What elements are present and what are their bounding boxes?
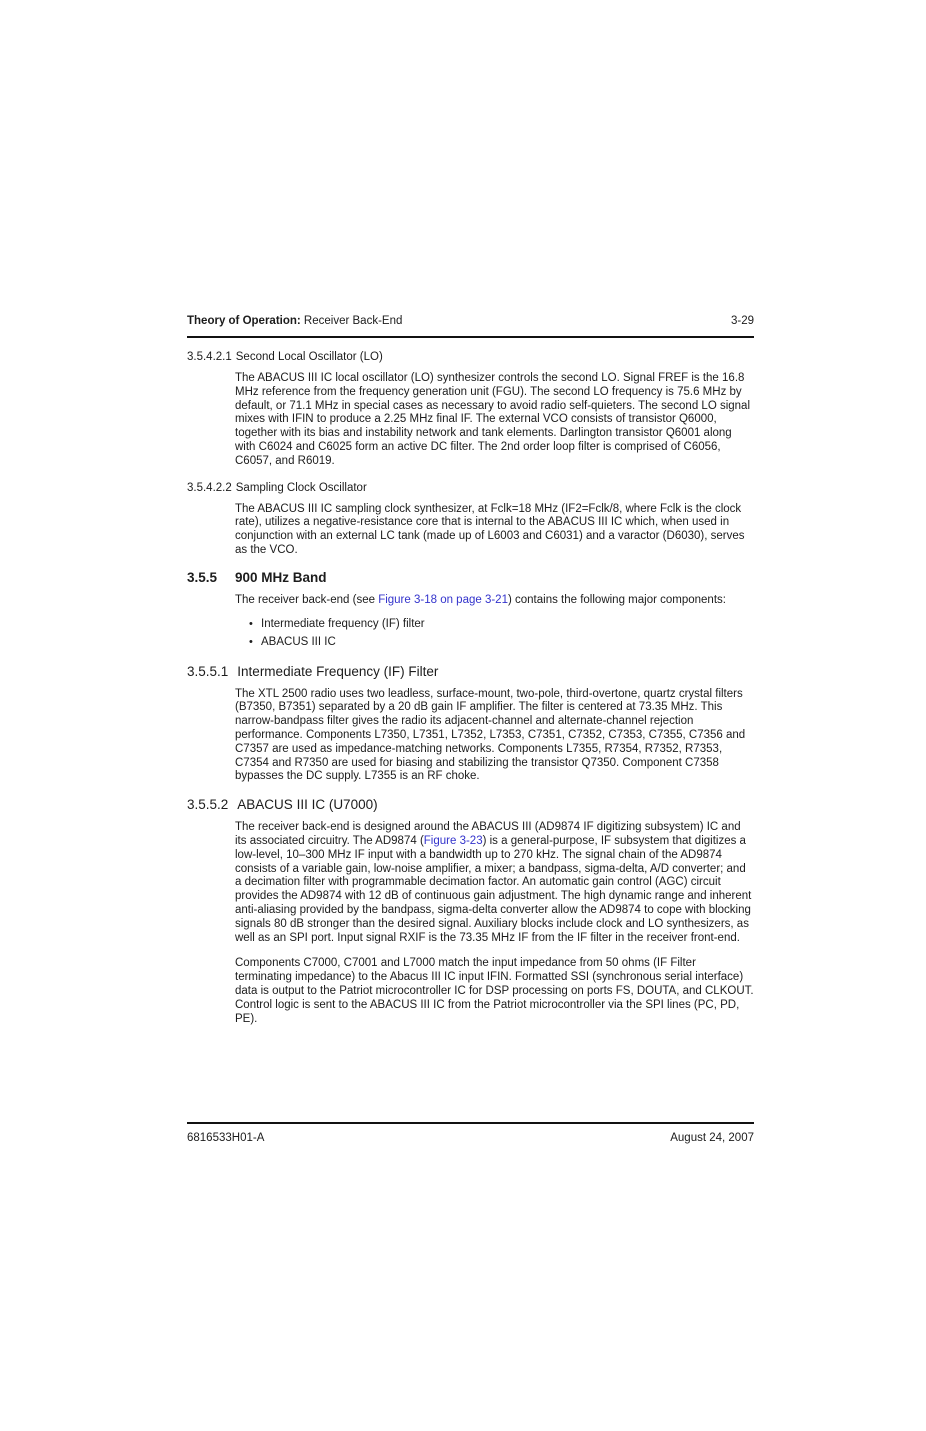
page-number: 3-29 [730,315,754,327]
running-header [187,315,754,338]
header-section-label: Theory of Operation: [187,315,301,327]
heading-second-local-oscillator [187,351,754,363]
paragraph-sampling-clock-oscillator: The ABACUS III IC sampling clock synthesizer, at Fclk=18 MHz (IF2=Fclk/8, where Fclk is the clock rate), utilizes a negative-resistance core that is internal to the ABACUS III IC which, when used in conjunction with an external LC tank (made up of L6003 and C6031) and a varactor (D6030), serves as the VCO. [235,502,745,556]
document-date: August 24, 2007 [670,1132,754,1144]
heading-title: 900 MHz Band [235,569,327,585]
text-segment: ) contains the following major components: [507,593,726,606]
header-title [187,315,402,327]
heading-title: ABACUS III IC (U7000) [237,797,378,813]
figure-3-18-link[interactable]: Figure 3-18 on page 3-21 [378,593,508,606]
page-content [187,315,754,1026]
heading-number: 3.5.5 [187,569,218,585]
paragraph-second-local-oscillator: The ABACUS III IC local oscillator (LO) synthesizer controls the second LO. Signal FREF is the 16.8 MHz reference from the frequency generation unit (FGU). The second LO frequency is 75.6 MHz by default, or 71.1 MHz in special cases as necessary to avoid radio self-quieters. The second LO signal mixes with IFIN to produce a 2.25 MHz final IF. The external VCO consists of transistor Q6000, together with its bias and instability network and tank elements. Darlington transistor Q6001 along with C6024 and C6025 form an active DC filter. The 2nd order loop filter is comprised of C6056, C6057, and R6019. [235,372,751,467]
text-segment: ) is a general-purpose, IF subsystem that digitizes a low-level, 10–300 MHz IF input with a bandwidth up to 270 kHz. The signal chain of the AD9874 consists of a variable gain, low-noise amplifier, a mixer; a bandpass, sigma-delta, A/D converter; and a decimation filter with programmable decimation factor. An automatic gain control (AGC) circuit provides the AD9874 with 12 dB of continuous gain adjustment. The high dynamic range and inherent anti-aliasing provided by the bandpass, sigma-delta converter allow the AD9874 to cope with blocking signals 80 dB stronger than the desired signal. Auxiliary blocks include clock and LO synthesizers, as well as an SPI port. Input signal RXIF is the 73.35 MHz IF from the IF filter in the receiver front-end. [235,834,752,944]
document-part-number: 6816533H01-A [187,1132,265,1144]
heading-title: Second Local Oscillator (LO) [235,351,383,363]
list-item: • Intermediate frequency (IF) filter [249,615,754,633]
heading-title: Sampling Clock Oscillator [235,481,367,494]
component-bullet-list [249,615,754,651]
heading-900mhz-band [187,570,754,585]
heading-number: 3.5.5.1 [187,663,229,679]
heading-if-filter [187,664,754,679]
figure-3-23-link[interactable]: Figure 3-23 [423,834,483,847]
header-section-title: Receiver Back-End [300,315,403,327]
heading-number: 3.5.5.2 [187,797,229,813]
paragraph-abacus-iii-2: Components C7000, C7001 and L7000 match the input impedance from 50 ohms (IF Filter terminating impedance) to the Abacus III IC input IFIN. Formatted SSI (synchronous serial interface) data is output to the Patriot microcontroller IC for DSP processing on ports FS, DOUTA, and CLKOUT. Control logic is sent to the ABACUS III IC from the Patriot microcontroller via the SPI lines (PC, PD, PE). [235,957,754,1025]
paragraph-900mhz-intro [235,594,754,608]
paragraph-abacus-iii-1 [235,821,754,945]
heading-abacus-iii-ic [187,797,754,812]
text-segment: The receiver back-end (see [235,593,379,606]
running-footer [187,1122,754,1144]
list-item: • ABACUS III IC [249,633,754,651]
heading-number: 3.5.4.2.1 [187,351,232,363]
heading-number: 3.5.4.2.2 [187,481,232,494]
paragraph-if-filter: The XTL 2500 radio uses two leadless, surface-mount, two-pole, third-overtone, quartz crystal filters (B7350, B7351) separated by a 20 dB gain IF amplifier. The filter is centered at 73.35 MHz. This narrow-bandpass filter gives the radio its adjacent-channel and alternate-channel rejection performance. Components L7350, L7351, L7352, L7353, C7351, C7352, C7353, C7355, C7356 and C7357 are used as impedance-matching networks. Components L7355, R7354, R7352, R7353, C7354 and R7350 are used for biasing and stabilizing the transistor Q7350. Component C7358 bypasses the DC supply. L7355 is an RF choke. [235,687,746,783]
text-segment: The receiver back-end is designed around the ABACUS III (AD9874 IF digitizing subsystem) IC and its associated circuitry. The AD9874 ( [235,821,741,847]
heading-sampling-clock-oscillator [187,482,754,494]
heading-title: Intermediate Frequency (IF) Filter [237,663,439,679]
